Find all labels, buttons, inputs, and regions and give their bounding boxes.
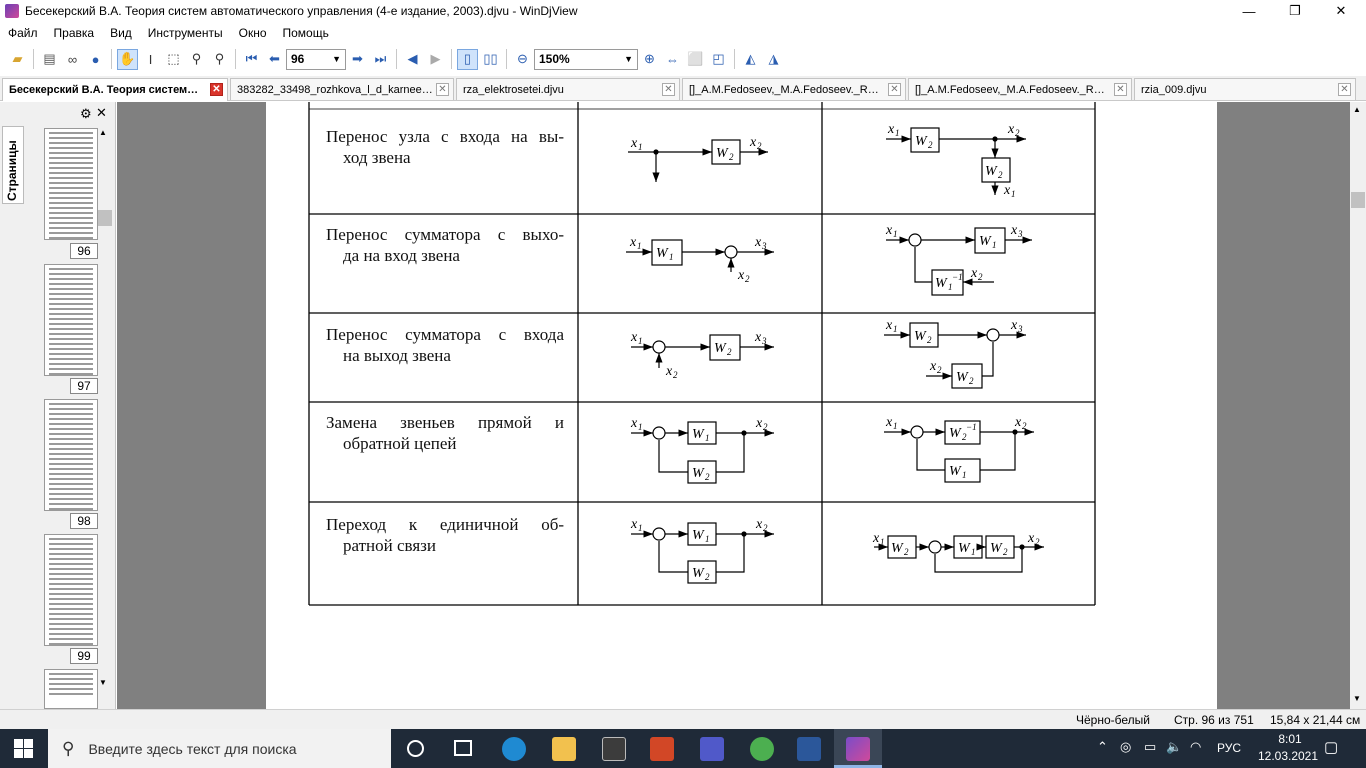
next-page-icon[interactable]: ➡ (352, 51, 363, 66)
tab-document-1[interactable] (2, 78, 228, 101)
svg-text:W: W (692, 566, 704, 581)
minimize-button[interactable]: — (1242, 3, 1256, 19)
menu-bar (0, 22, 1366, 43)
row-4-line-1: Замена звеньев прямой и (326, 413, 564, 432)
svg-text:3: 3 (1018, 324, 1023, 334)
text-select-icon[interactable]: I (148, 51, 153, 67)
zoom-select[interactable] (534, 49, 638, 70)
zoom-out-icon[interactable]: ⊖ (517, 51, 528, 66)
tab-label: []_A.M.Fedoseev,_M.A.Fedoseev._R… (689, 83, 879, 96)
powerpoint-icon[interactable] (650, 737, 674, 761)
svg-text:x: x (873, 531, 880, 546)
svg-text:W: W (958, 541, 970, 556)
sidebar-scroll-thumb[interactable] (98, 210, 112, 226)
svg-text:2: 2 (969, 376, 974, 386)
meet-now-icon[interactable]: ◎ (1120, 739, 1132, 754)
svg-text:1: 1 (638, 523, 643, 533)
table-row (326, 514, 564, 556)
page-number-select[interactable] (286, 49, 346, 70)
svg-text:1: 1 (638, 336, 643, 346)
status-bar (0, 709, 1366, 729)
svg-text:2: 2 (978, 272, 983, 282)
close-button[interactable]: ✕ (1335, 3, 1347, 18)
page-thumbnail-96[interactable] (44, 128, 98, 240)
magnify-icon[interactable]: ⚲ (214, 51, 225, 66)
svg-text:x: x (1015, 415, 1022, 430)
file-explorer-icon[interactable] (552, 737, 576, 761)
svg-text:x: x (886, 318, 893, 333)
facing-pages-icon[interactable]: ▯▯ (483, 51, 498, 66)
page-thumbnail-100[interactable] (44, 669, 98, 709)
svg-text:2: 2 (1003, 547, 1008, 557)
svg-text:x: x (1011, 223, 1018, 238)
cortana-icon[interactable] (407, 740, 424, 757)
zoom-value: 150% (539, 52, 570, 66)
windjview-taskbar-button[interactable] (834, 729, 882, 768)
svg-text:W: W (935, 276, 947, 291)
svg-text:1: 1 (638, 142, 643, 152)
svg-text:2: 2 (937, 365, 942, 375)
teams-icon[interactable] (700, 737, 724, 761)
svg-text:1: 1 (992, 240, 997, 250)
page-label-97: 97 (70, 378, 98, 394)
svg-text:2: 2 (998, 170, 1003, 180)
close-tab-icon[interactable]: ✕ (436, 83, 449, 96)
svg-text:1: 1 (638, 422, 643, 432)
close-tab-icon[interactable]: ✕ (1338, 83, 1351, 96)
hand-tool-icon[interactable]: ✋ (117, 49, 138, 70)
windjview-app-icon (5, 4, 19, 18)
menu-tools[interactable]: Инструменты (147, 25, 223, 40)
sidebar-scrollbar[interactable] (98, 126, 112, 709)
svg-text:1: 1 (669, 252, 674, 262)
svg-text:W: W (656, 246, 668, 261)
task-view-icon[interactable] (454, 740, 472, 756)
document-page (266, 102, 1217, 709)
table-row (326, 126, 564, 168)
row-3-line-2: на выход звена (343, 346, 451, 365)
rotate-left-icon[interactable]: ◭ (745, 51, 756, 66)
document-view[interactable] (117, 102, 1350, 709)
svg-text:x: x (631, 416, 638, 431)
row-2-line-1: Перенос сумматора с выхо- (326, 225, 564, 244)
svg-text:2: 2 (705, 472, 710, 482)
tab-label: 383282_33498_rozhkova_l_d_karnee… (237, 83, 433, 96)
svg-text:2: 2 (705, 572, 710, 582)
first-page-icon[interactable]: ⏮ (245, 51, 258, 66)
chevron-down-icon: ▼ (332, 54, 341, 64)
svg-text:2: 2 (962, 432, 967, 442)
svg-text:x: x (666, 364, 673, 379)
svg-text:x: x (886, 415, 893, 430)
page-size-status: 15,84 x 21,44 см (1270, 713, 1361, 727)
prev-page-icon[interactable]: ⬅ (269, 51, 280, 66)
svg-text:−1: −1 (966, 422, 977, 432)
close-tab-icon[interactable]: ✕ (1114, 83, 1127, 96)
chrome-icon[interactable] (750, 737, 774, 761)
print-icon[interactable]: ▤ (43, 51, 56, 66)
row-3-line-1: Перенос сумматора с входа (326, 325, 564, 344)
menu-help[interactable]: Помощь (282, 25, 329, 40)
network-icon[interactable]: ◠ (1190, 739, 1202, 754)
svg-text:1: 1 (893, 229, 898, 239)
svg-text:x: x (756, 416, 763, 431)
tab-document-4[interactable] (682, 78, 906, 100)
zoom-icon[interactable]: ⚲ (191, 51, 202, 66)
maximize-button[interactable]: ❐ (1289, 3, 1301, 18)
forward-icon[interactable]: ▶ (430, 51, 441, 66)
menu-view[interactable]: Вид (110, 25, 132, 40)
svg-text:W: W (692, 528, 704, 543)
svg-text:x: x (888, 122, 895, 137)
svg-text:2: 2 (1035, 537, 1040, 547)
clock-date[interactable]: 12.03.2021 (1257, 749, 1319, 763)
svg-text:−1: −1 (952, 272, 963, 282)
notifications-icon[interactable]: ▢ (1324, 739, 1339, 756)
language-indicator[interactable]: РУС (1217, 741, 1242, 755)
svg-text:1: 1 (971, 547, 976, 557)
svg-text:x: x (971, 266, 978, 281)
svg-text:1: 1 (1011, 189, 1016, 199)
tab-pages[interactable] (2, 126, 24, 204)
svg-text:1: 1 (893, 324, 898, 334)
svg-text:W: W (914, 329, 926, 344)
tab-label: rza_elektrosetei.djvu (463, 83, 564, 96)
svg-text:x: x (756, 517, 763, 532)
svg-text:2: 2 (763, 523, 768, 533)
gear-icon[interactable]: ⚙ (80, 106, 92, 121)
tab-label: rzia_009.djvu (1141, 83, 1207, 96)
svg-text:W: W (949, 464, 961, 479)
single-page-icon[interactable]: ▯ (457, 49, 478, 70)
svg-text:2: 2 (904, 547, 909, 557)
zoom-in-icon[interactable]: ⊕ (644, 51, 655, 66)
windjview-icon (846, 737, 870, 761)
row-5-line-1: Переход к единичной об- (326, 515, 564, 534)
svg-text:2: 2 (763, 422, 768, 432)
svg-text:3: 3 (762, 241, 767, 251)
svg-text:x: x (738, 268, 745, 283)
page-status: Стр. 96 из 751 (1174, 713, 1254, 727)
svg-text:2: 2 (673, 370, 678, 380)
svg-text:x: x (755, 235, 762, 250)
tab-document-6[interactable] (1134, 78, 1356, 100)
svg-text:x: x (630, 235, 637, 250)
page-label-96: 96 (70, 243, 98, 259)
fit-page-icon[interactable]: ⬜ (687, 51, 704, 66)
svg-text:x: x (930, 359, 937, 374)
page-thumbnail-97[interactable] (44, 264, 98, 376)
svg-text:2: 2 (927, 335, 932, 345)
row-2-line-2: да на вход звена (343, 246, 460, 265)
svg-text:W: W (915, 134, 927, 149)
close-tab-icon[interactable]: ✕ (888, 83, 901, 96)
window-title: Бесекерский В.А. Теория систем автоматического управления (4-е издание, 2003).djvu - WinDjView (25, 4, 578, 18)
svg-text:x: x (755, 330, 762, 345)
menu-file[interactable]: Файл (8, 25, 38, 40)
actual-size-icon[interactable]: ◰ (712, 51, 725, 66)
svg-text:x: x (631, 136, 638, 151)
menu-edit[interactable]: Правка (53, 25, 95, 40)
document-scroll-thumb[interactable] (1351, 192, 1365, 208)
tab-label: Бесекерский В.А. Теория систем… (9, 84, 199, 96)
search-icon: ⚲ (62, 738, 75, 758)
svg-text:1: 1 (637, 241, 642, 251)
svg-text:1: 1 (705, 534, 710, 544)
row-5-line-2: ратной связи (343, 536, 436, 555)
svg-text:x: x (631, 517, 638, 532)
svg-text:2: 2 (729, 152, 734, 162)
fit-width-icon[interactable]: ⇔ (666, 51, 679, 67)
chevron-up-icon[interactable]: ⌃ (1097, 739, 1108, 754)
svg-text:2: 2 (1022, 421, 1027, 431)
svg-text:W: W (891, 541, 903, 556)
page-number-value: 96 (291, 52, 305, 66)
page-thumbnail-98[interactable] (44, 399, 98, 511)
open-folder-icon[interactable]: ▰ (12, 51, 23, 66)
svg-text:x: x (886, 223, 893, 238)
toolbar (0, 44, 1366, 74)
page-label-99: 99 (70, 648, 98, 664)
close-tab-icon[interactable]: ✕ (210, 83, 223, 96)
windows-start-icon[interactable] (14, 739, 34, 759)
windows-taskbar (0, 729, 1366, 768)
document-tabs (0, 76, 1366, 101)
battery-icon[interactable]: ▭ (1144, 739, 1157, 754)
volume-icon[interactable]: 🔈 (1166, 739, 1183, 754)
menu-window[interactable]: Окно (238, 25, 267, 40)
search-placeholder: Введите здесь текст для поиска (88, 740, 297, 757)
close-tab-icon[interactable]: ✕ (662, 83, 675, 96)
svg-text:1: 1 (705, 433, 710, 443)
clock-time[interactable]: 8:01 (1278, 732, 1302, 746)
store-icon[interactable] (602, 737, 626, 761)
scroll-down-icon[interactable]: ▼ (99, 678, 107, 687)
svg-text:2: 2 (727, 347, 732, 357)
scroll-up-icon[interactable]: ▲ (99, 128, 107, 137)
svg-text:x: x (1004, 183, 1011, 198)
tab-pages-label: Страницы (5, 140, 19, 201)
table-row (326, 324, 564, 366)
display-mode-status: Чёрно-белый (1076, 713, 1150, 727)
word-icon[interactable] (797, 737, 821, 761)
svg-text:1: 1 (962, 470, 967, 480)
svg-text:2: 2 (928, 140, 933, 150)
svg-text:1: 1 (893, 421, 898, 431)
edge-browser-icon[interactable] (502, 737, 526, 761)
svg-text:x: x (750, 135, 757, 150)
svg-text:W: W (714, 341, 726, 356)
pages-sidebar (0, 102, 116, 709)
svg-text:1: 1 (895, 128, 900, 138)
svg-text:2: 2 (745, 274, 750, 284)
taskbar-search-box[interactable] (48, 729, 391, 768)
svg-text:W: W (956, 370, 968, 385)
page-label-98: 98 (70, 513, 98, 529)
tab-label: []_A.M.Fedoseev,_M.A.Fedoseev._R… (915, 83, 1105, 96)
close-sidebar-icon[interactable]: ✕ (96, 105, 107, 120)
svg-text:1: 1 (948, 282, 953, 292)
svg-text:x: x (1028, 531, 1035, 546)
table-row (326, 412, 564, 454)
back-icon[interactable]: ◀ (407, 51, 418, 66)
svg-text:3: 3 (762, 336, 767, 346)
svg-text:2: 2 (757, 141, 762, 151)
svg-text:W: W (985, 164, 997, 179)
document-scrollbar[interactable] (1350, 102, 1366, 709)
rotate-right-icon[interactable]: ◮ (768, 51, 779, 66)
svg-text:3: 3 (1018, 229, 1023, 239)
tab-document-2[interactable] (230, 78, 454, 100)
svg-text:x: x (631, 330, 638, 345)
find-binoculars-icon[interactable]: ∞ (67, 51, 78, 67)
last-page-icon[interactable]: ⏭ (374, 51, 387, 66)
row-1-line-1: Перенос узла с входа на вы- (326, 127, 564, 146)
svg-text:1: 1 (880, 537, 885, 547)
page-thumbnail-99[interactable] (44, 534, 98, 646)
title-bar (0, 0, 1366, 22)
transform-rules-table (266, 102, 1217, 709)
scroll-down-icon[interactable]: ▼ (1353, 694, 1361, 703)
svg-text:W: W (990, 541, 1002, 556)
row-4-line-2: обратной цепей (343, 434, 457, 453)
svg-text:W: W (949, 426, 961, 441)
info-icon[interactable]: ● (91, 51, 100, 67)
chevron-down-icon: ▼ (624, 54, 633, 64)
scroll-up-icon[interactable]: ▲ (1353, 105, 1361, 114)
row-1-line-2: ход звена (343, 148, 411, 167)
tab-document-5[interactable] (908, 78, 1132, 100)
svg-text:W: W (692, 427, 704, 442)
svg-text:W: W (716, 146, 728, 161)
svg-text:2: 2 (1015, 128, 1020, 138)
table-row (326, 224, 564, 266)
svg-text:x: x (1008, 122, 1015, 137)
rect-select-icon[interactable]: ⬚ (167, 51, 180, 66)
tab-document-3[interactable] (456, 78, 680, 100)
svg-text:x: x (1011, 318, 1018, 333)
svg-text:W: W (692, 466, 704, 481)
svg-text:W: W (979, 234, 991, 249)
